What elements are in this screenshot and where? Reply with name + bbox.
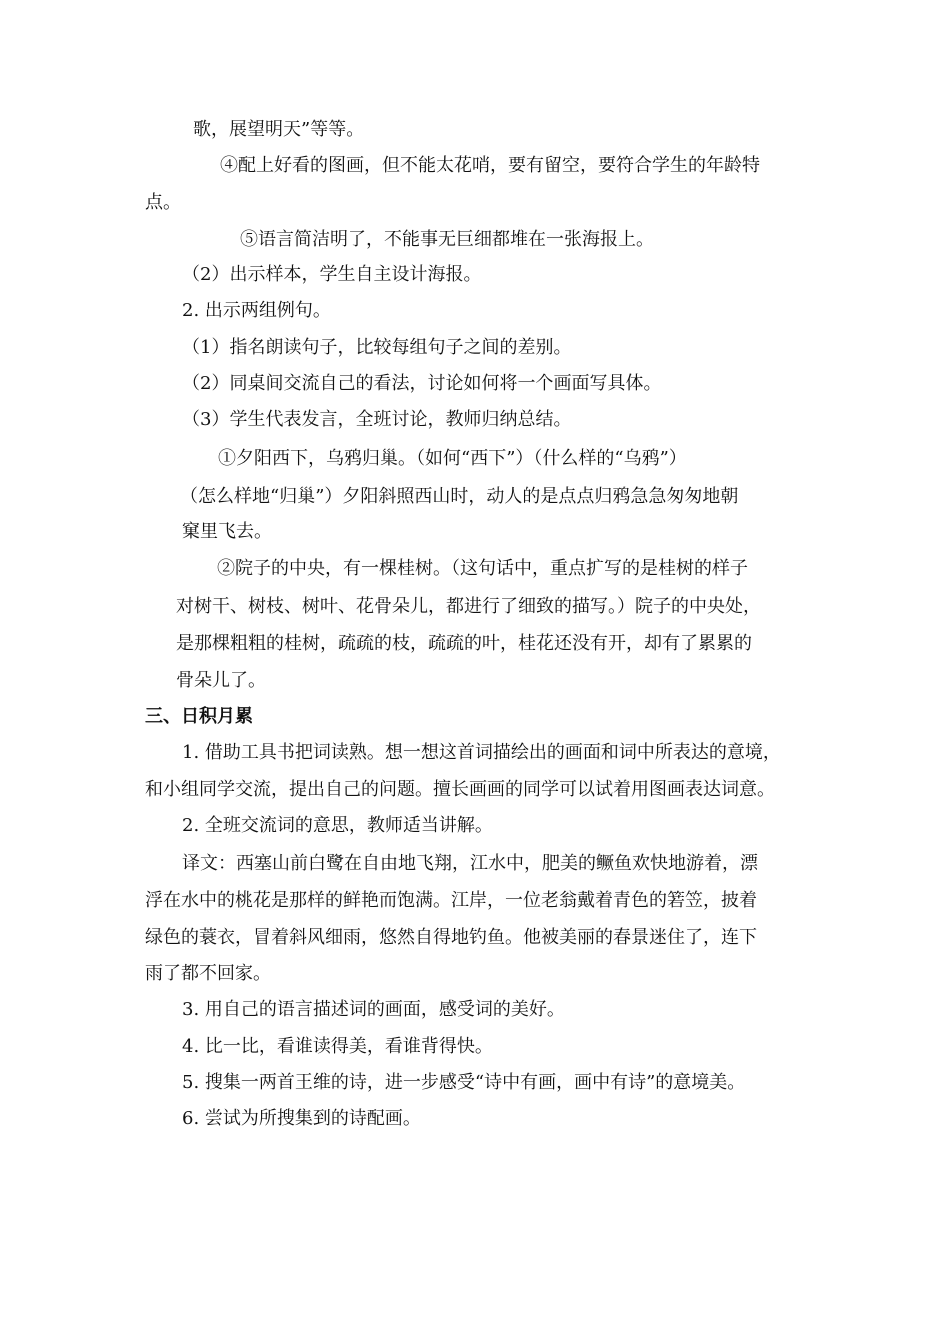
text-line-11: （怎么样地“归巢”）夕阳斜照西山时，动人的是点点归鸦急急匆匆地朝 [180,486,739,507]
text-line-1: 歌，展望明天”等等。 [193,119,365,140]
text-line-19: 和小组同学交流，提出自己的问题。擅长画画的同学可以试着用图画表达词意。 [145,779,775,800]
text-line-27: 5. 搜集一两首王维的诗，进一步感受“诗中有画，画中有诗”的意境美。 [182,1072,746,1093]
text-line-7: （1）指名朗读句子，比较每组句子之间的差别。 [182,337,572,358]
text-line-22: 浮在水中的桃花是那样的鲜艳而饱满。江岸，一位老翁戴着青色的箬笠，披着 [145,890,757,911]
text-line-4: ⑤语言简洁明了，不能事无巨细都堆在一张海报上。 [240,229,654,250]
text-line-26: 4. 比一比，看谁读得美，看谁背得快。 [182,1036,493,1057]
text-line-3: 点。 [145,192,181,213]
text-line-12: 窠里飞去。 [182,521,272,542]
text-line-5: （2）出示样本，学生自主设计海报。 [182,264,482,285]
text-line-20: 2. 全班交流词的意思，教师适当讲解。 [182,815,493,836]
text-line-25: 3. 用自己的语言描述词的画面，感受词的美好。 [182,999,565,1020]
text-line-9: （3）学生代表发言，全班讨论，教师归纳总结。 [182,409,572,430]
text-line-16: 骨朵儿了。 [176,670,266,691]
text-line-23: 绿色的蓑衣，冒着斜风细雨，悠然自得地钓鱼。他被美丽的春景迷住了，连下 [145,927,757,948]
section-heading: 三、日积月累 [145,706,253,727]
text-line-28: 6. 尝试为所搜集到的诗配画。 [182,1108,421,1129]
text-line-15: 是那棵粗粗的桂树，疏疏的枝，疏疏的叶，桂花还没有开，却有了累累的 [176,633,752,654]
text-line-6: 2. 出示两组例句。 [182,300,331,321]
text-line-14: 对树干、树枝、树叶、花骨朵儿，都进行了细致的描写。）院子的中央处， [176,596,761,617]
text-line-10: ①夕阳西下，乌鸦归巢。（如何“西下”）（什么样的“乌鸦”） [218,448,687,469]
text-line-13: ②院子的中央，有一棵桂树。（这句话中，重点扩写的是桂树的样子 [217,558,748,579]
text-line-21: 译文：西塞山前白鹭在自由地飞翔，江水中，肥美的鳜鱼欢快地游着，漂 [182,853,758,874]
text-line-24: 雨了都不回家。 [145,963,271,984]
text-line-2: ④配上好看的图画，但不能太花哨，要有留空，要符合学生的年龄特 [220,155,760,176]
text-line-8: （2）同桌间交流自己的看法，讨论如何将一个画面写具体。 [182,373,662,394]
text-line-18: 1. 借助工具书把词读熟。想一想这首词描绘出的画面和词中所表达的意境， [182,742,781,763]
